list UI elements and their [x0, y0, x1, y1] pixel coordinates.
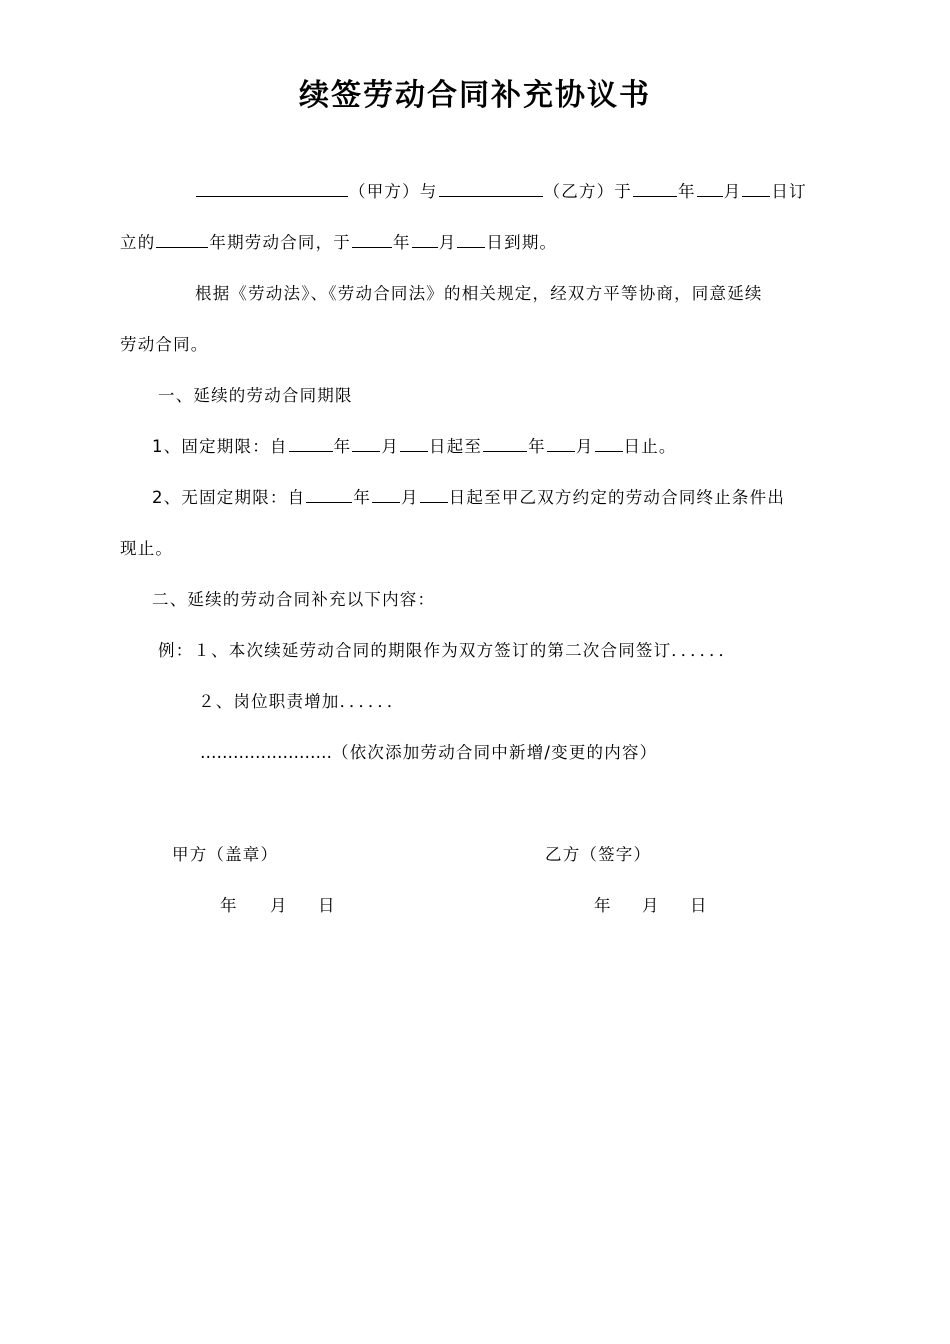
- section1-item2-line2: 现止。: [120, 539, 174, 558]
- item2-start-month-label: 月: [401, 488, 419, 507]
- example-prefix: 例：: [158, 641, 194, 660]
- party-a-blank[interactable]: [196, 180, 348, 197]
- party-a-day: 日: [318, 896, 336, 915]
- sign-year-label: 年: [678, 182, 696, 201]
- item1-prefix: 1、固定期限：自: [152, 437, 288, 456]
- section2-heading: 二、延续的劳动合同补充以下内容：: [152, 590, 436, 609]
- party-b-date: [594, 894, 708, 918]
- sign-month-blank[interactable]: [697, 180, 723, 197]
- expire-month-label: 月: [438, 233, 457, 252]
- party-b-signature-label: 乙方（签字）: [545, 845, 652, 864]
- item1-end-month-blank[interactable]: [547, 435, 575, 452]
- expire-day-label: 日到期。: [486, 233, 558, 252]
- sign-day-label: 日订: [771, 182, 807, 201]
- sign-day-blank[interactable]: [742, 180, 770, 197]
- example-1: [158, 639, 736, 663]
- item2-mid: 日起至甲乙双方约定的劳动合同终止条件出: [448, 488, 786, 507]
- example-1-text: １、本次续延劳动合同的期限作为双方签订的第二次合同签订．．．．．．: [193, 641, 737, 660]
- expire-month-blank[interactable]: [412, 231, 438, 248]
- party-a-label: （甲方）与: [349, 182, 438, 201]
- sign-year-blank[interactable]: [633, 180, 677, 197]
- item1-end-year-label: 年: [528, 437, 546, 456]
- expire-day-blank[interactable]: [457, 231, 485, 248]
- term-label: 年期劳动合同，于: [209, 233, 352, 252]
- term-years-blank[interactable]: [156, 231, 208, 248]
- document-title: 续签劳动合同补充协议书: [299, 78, 651, 113]
- party-a-year: 年: [220, 896, 238, 915]
- item2-prefix: 2、无固定期限：自: [152, 488, 306, 507]
- item1-start-month-label: 月: [381, 437, 400, 456]
- party-b-month: 月: [642, 896, 660, 915]
- item1-end: 日止。: [623, 437, 677, 456]
- intro-line-1: [195, 180, 807, 204]
- section1-heading: 一、延续的劳动合同期限: [158, 386, 353, 405]
- item1-mid: 日起至: [429, 437, 483, 456]
- section1-item1: [152, 435, 677, 459]
- item2-start-month-blank[interactable]: [372, 486, 400, 503]
- item1-start-day-blank[interactable]: [400, 435, 428, 452]
- item1-end-day-blank[interactable]: [595, 435, 623, 452]
- item1-start-year-blank[interactable]: [289, 435, 333, 452]
- item1-start-year-label: 年: [333, 437, 352, 456]
- intro-line2-prefix: 立的: [120, 233, 156, 252]
- party-b-blank[interactable]: [439, 180, 543, 197]
- basis-line-1: 根据《劳动法》、《劳动合同法》的相关规定，经双方平等协商，同意延续: [195, 284, 763, 303]
- section1-item2: [152, 486, 785, 510]
- item2-start-year-blank[interactable]: [306, 486, 352, 503]
- party-a-month: 月: [270, 896, 288, 915]
- expire-year-label: 年: [393, 233, 411, 252]
- example-3-dots: ……………………: [200, 743, 332, 762]
- item2-start-day-blank[interactable]: [420, 486, 448, 503]
- basis-line-2: 劳动合同。: [120, 335, 209, 354]
- example-3: [200, 741, 657, 765]
- party-a-date: [220, 894, 336, 918]
- item1-start-month-blank[interactable]: [352, 435, 380, 452]
- party-b-label: （乙方）于: [543, 182, 632, 201]
- example-3-text: （依次添加劳动合同中新增/变更的内容）: [332, 743, 658, 762]
- party-b-day: 日: [690, 896, 708, 915]
- item1-end-year-blank[interactable]: [483, 435, 527, 452]
- party-b-year: 年: [594, 896, 612, 915]
- party-a-signature-label: 甲方（盖章）: [172, 845, 279, 864]
- item1-end-month-label: 月: [575, 437, 594, 456]
- sign-month-label: 月: [723, 182, 742, 201]
- intro-line-2: [120, 231, 557, 255]
- item2-start-year-label: 年: [353, 488, 372, 507]
- example-2: ２、岗位职责增加．．．．．．: [198, 692, 405, 711]
- expire-year-blank[interactable]: [352, 231, 392, 248]
